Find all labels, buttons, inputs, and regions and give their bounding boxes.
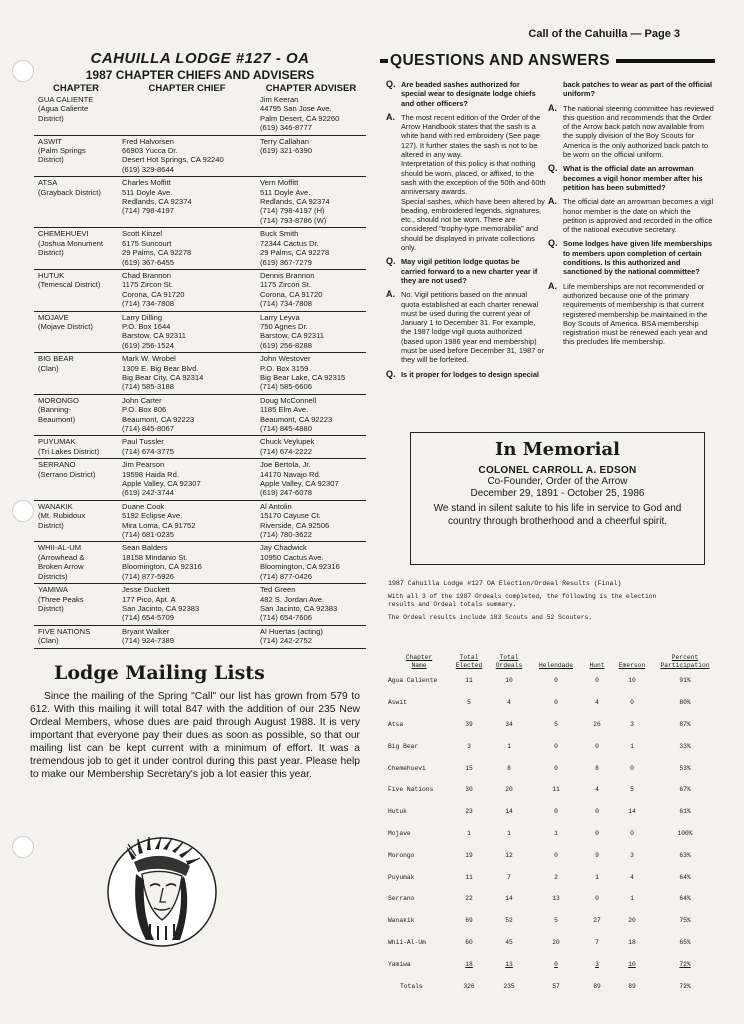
results-cell: 33% bbox=[679, 742, 691, 750]
chapter-adviser-cell: John Westover P.O. Box 3159 Big Bear Lake, CA 92315 (714) 585-6606 bbox=[260, 354, 346, 392]
results-cell: 5 bbox=[467, 699, 471, 707]
qa-text: The most recent edition of the Order of the Arrow Handbook states that the sash is a white band with red embroidery (See page 127). It further states the sash is not to be altered in any way. Interpretation of this policy is that nothing should be worn, placed, or affixed, to the sash with the exception of the 50th and 60th anniversary awards. Special sashes, which have been altered by beading, embroidered legends, signatures, etc., should not be worn. There are considered "trophy-type memorabilia" and should be displayed in private collections only. bbox=[401, 112, 546, 253]
results-cell: 23 bbox=[465, 808, 473, 816]
results-cell: Chemehuevi bbox=[388, 764, 426, 772]
results-title: 1987 Cahuilla Lodge #127 OA Election/Ordeal Results (Final) bbox=[388, 580, 622, 587]
qa-text: Are beaded sashes authorized for special wear to designate lodge chiefs and other officers? bbox=[401, 80, 536, 108]
results-cell: 10 bbox=[505, 677, 513, 685]
qa-label: Q. bbox=[386, 79, 396, 89]
results-header-cell: Chapter Name bbox=[405, 654, 433, 669]
chapter-chapter-cell: FIVE NATIONS (Clan) bbox=[38, 626, 91, 646]
results-cell: 63% bbox=[679, 851, 691, 859]
question-item bbox=[386, 257, 546, 285]
chapter-chapter-cell: ATSA (Grayback District) bbox=[38, 178, 101, 197]
chapter-adviser-cell: Al Antolin 15170 Cayuse Ct. Riverside, CA 92506 (714) 780-3622 bbox=[260, 501, 330, 540]
answer-item bbox=[548, 104, 714, 160]
results-intro: With all 3 of the 1987 Ordeals completed, the following is the election results and Ordeal totals summary. bbox=[388, 593, 657, 608]
chapter-row bbox=[34, 136, 366, 178]
qa-label: A. bbox=[548, 280, 557, 291]
results-cell: 80% bbox=[679, 699, 691, 707]
results-cell: 0 bbox=[554, 742, 558, 750]
mailing-lists-article bbox=[30, 662, 360, 781]
results-totals-row bbox=[388, 975, 718, 997]
results-cell: 67% bbox=[679, 786, 691, 794]
results-row bbox=[388, 932, 718, 954]
chapter-chief-cell: John Carter P.O. Box 806 Beaumont, CA 92223 (714) 845-8067 bbox=[122, 395, 195, 433]
results-row bbox=[388, 801, 718, 823]
results-cell: Atsa bbox=[388, 720, 404, 728]
memorial-title: In Memorial bbox=[494, 439, 621, 460]
memorial-box bbox=[410, 432, 705, 565]
qa-label: Q. bbox=[386, 256, 396, 267]
results-cell: Morongo bbox=[388, 851, 415, 859]
chapter-row bbox=[34, 228, 366, 270]
chapter-chief-cell: Chad Brannon 1175 Zircon St. Corona, CA 91720 (714) 734-7808 bbox=[122, 270, 185, 309]
results-cell: Whii-Al-Um bbox=[388, 938, 426, 946]
chapter-chief-cell: Larry Dilling P.O. Box 1644 Barstow, CA 92311 (619) 256-1524 bbox=[122, 312, 187, 350]
results-cell: 64% bbox=[679, 895, 691, 903]
results-total-cell: 89 bbox=[628, 982, 636, 990]
results-cell: 4 bbox=[507, 699, 511, 707]
results-total-cell: 57 bbox=[552, 982, 560, 990]
rule bbox=[616, 59, 715, 63]
results-cell: 4 bbox=[595, 699, 599, 707]
results-cell: 11 bbox=[465, 677, 473, 685]
chapter-adviser-cell: Jim Keeran 44795 San Jose Ave. Palm Desert, CA 92260 (619) 346-8777 bbox=[260, 95, 340, 133]
chapter-row bbox=[34, 177, 366, 228]
results-cell: Five Nations bbox=[388, 786, 434, 794]
qa-title: QUESTIONS AND ANSWERS bbox=[390, 52, 610, 69]
results-cell: Aswit bbox=[388, 699, 407, 707]
memorial-role: Co-Founder, Order of the Arrow bbox=[487, 476, 628, 487]
results-row bbox=[388, 844, 718, 866]
results-table bbox=[388, 650, 718, 997]
results-cell: 14 bbox=[505, 808, 513, 816]
results-row bbox=[388, 714, 718, 736]
results-total-cell: Totals bbox=[400, 982, 423, 990]
chapter-row bbox=[34, 270, 366, 312]
chiefs-subtitle: 1987 CHAPTER CHIEFS AND ADVISERS bbox=[85, 68, 315, 82]
results-row bbox=[388, 692, 718, 714]
results-cell: 8 bbox=[507, 764, 511, 772]
results-cell: 91% bbox=[679, 677, 691, 685]
results-cell: 52 bbox=[505, 917, 513, 925]
results-cell: 2 bbox=[554, 873, 558, 881]
results-cell: 1 bbox=[507, 742, 511, 750]
chapter-adviser-cell: Chuck Veylupek (714) 674-2222 bbox=[260, 437, 315, 456]
results-cell: 72% bbox=[679, 960, 691, 968]
results-cell: 100% bbox=[677, 829, 693, 837]
qa-label: A. bbox=[548, 102, 557, 113]
chapter-row bbox=[34, 584, 366, 626]
mailing-body: Since the mailing of the Spring "Call" our list has grown from 579 to 612. With this mailing it will total 847 with the addition of our 235 New Ordeal Members, whose dues are paid through August 1988. It is very important that everyone pay their dues as soon as possible, so that our mailing list can be kept current with a minimum of effort. It was a tremendous job to get it under control during this past year. Please help to make our Membership Secretary's job a lot easier this year. bbox=[30, 691, 360, 780]
chapter-chief-cell: Charles Moffitt 511 Doyle Ave. Redlands, CA 92374 (714) 798-4197 bbox=[122, 178, 192, 216]
results-cell: 10 bbox=[628, 677, 636, 685]
header-chief: CHAPTER CHIEF bbox=[148, 83, 226, 94]
results-cell: 65% bbox=[679, 938, 691, 946]
chapter-row bbox=[34, 542, 366, 584]
qa-right-column bbox=[548, 80, 714, 352]
chapter-adviser-cell: Joe Bertola, Jr. 14170 Navajo Rd. Apple Valley, CA 92307 (619) 247-6078 bbox=[260, 460, 339, 498]
qa-label: Q. bbox=[386, 368, 396, 379]
chapter-row bbox=[34, 353, 366, 395]
chapter-chapter-cell: GUA CALIENTE (Agua Caliente District) bbox=[38, 95, 94, 123]
results-header-cell: Total Ordeals bbox=[495, 654, 523, 669]
chapter-adviser-cell: Vern Moffitt 511 Doyle Ave. Redlands, CA 92374 (714) 798-4197 (H) (714) 793-8786 (W) bbox=[260, 178, 330, 225]
chapter-chapter-cell: SERRANO (Serrano District) bbox=[38, 460, 96, 479]
chapter-row bbox=[34, 94, 366, 136]
results-total-cell: 89 bbox=[593, 982, 601, 990]
header-chapter: CHAPTER bbox=[53, 83, 99, 94]
chiefs-header-row bbox=[34, 83, 366, 94]
binder-hole bbox=[12, 60, 34, 82]
results-cell: 19 bbox=[465, 851, 473, 859]
chapter-adviser-cell: Jay Chadwick 10950 Cactus Ave. Bloomington, CA 92316 (714) 877-0426 bbox=[260, 543, 340, 581]
qa-text: May vigil petition lodge quotas be carried forward to a new charter year if they are not used? bbox=[401, 257, 538, 285]
qa-text: Some lodges have given life memberships to members upon completion of certain conditions. Is this authorized and sanctioned by the national committee? bbox=[563, 239, 713, 277]
results-row bbox=[388, 888, 718, 910]
chapter-chapter-cell: WANAKIK (Mt. Rubidoux District) bbox=[38, 501, 86, 530]
results-cell: 5 bbox=[554, 917, 558, 925]
chapter-chief-cell: Scott Kinzel 6175 Suncourt 29 Palms, CA 92278 (619) 367-6455 bbox=[122, 229, 192, 267]
results-total-cell: 326 bbox=[463, 982, 475, 990]
results-cell: 13 bbox=[505, 960, 513, 968]
results-cell: 0 bbox=[554, 764, 558, 772]
results-cell: 60 bbox=[465, 938, 473, 946]
results-cell: 1 bbox=[595, 873, 599, 881]
results-cell: 27 bbox=[593, 917, 601, 925]
chapter-chapter-cell: MORONGO (Banning- Beaumont) bbox=[38, 395, 79, 424]
results-cell: Yamiwa bbox=[388, 960, 411, 968]
chiefs-table bbox=[34, 94, 366, 649]
results-cell: 4 bbox=[630, 873, 634, 881]
results-cell: Hutuk bbox=[388, 808, 407, 816]
results-cell: 3 bbox=[467, 742, 471, 750]
qa-text: No. Vigil petitions based on the annual quota established at each charter renewal must be used during the current year of January 1 to December 31. For example, the 1987 lodge vigil quota authorized (based upon 1986 year end membership) must be used before December 31, 1987 or they will be forfeited. bbox=[401, 290, 544, 365]
qa-text: Life memberships are not recommended or authorized because one of the primary requirements of membership is that current registered membership be maintained in the Boy Scouts of America. BSA membership registration must be renewed each year and this precludes life membership. bbox=[563, 281, 708, 347]
results-note: The Ordeal results include 183 Scouts and 52 Scouters. bbox=[388, 614, 593, 621]
results-cell: 0 bbox=[554, 851, 558, 859]
results-cell: 1 bbox=[630, 742, 634, 750]
binder-hole bbox=[12, 500, 34, 522]
results-cell: 0 bbox=[554, 960, 558, 968]
results-row bbox=[388, 866, 718, 888]
answer-item bbox=[548, 282, 714, 347]
results-header-cell: Percent Participation bbox=[660, 654, 710, 669]
chapter-chapter-cell: BIG BEAR (Clan) bbox=[38, 354, 74, 373]
question-item bbox=[386, 80, 546, 108]
results-cell: 12 bbox=[505, 851, 513, 859]
results-cell: Mojave bbox=[388, 829, 411, 837]
memorial-dates: December 29, 1891 - October 25, 1986 bbox=[470, 488, 645, 499]
results-total-cell: 235 bbox=[503, 982, 515, 990]
results-cell: 1 bbox=[630, 895, 634, 903]
results-cell: 18 bbox=[628, 938, 636, 946]
answer-item bbox=[386, 113, 546, 252]
chapter-adviser-cell: Dennis Brannon 1175 Zircon St. Corona, CA 91720 (714) 734-7808 bbox=[260, 270, 323, 309]
qa-heading bbox=[380, 52, 715, 70]
results-cell: 11 bbox=[552, 786, 560, 794]
chapter-adviser-cell: Ted Green 482 S. Jordan Ave. San Jacinto, CA 92383 (714) 654-7606 bbox=[260, 585, 338, 623]
results-cell: 0 bbox=[554, 699, 558, 707]
results-cell: 18 bbox=[465, 960, 473, 968]
results-cell: 4 bbox=[595, 786, 599, 794]
results-cell: 39 bbox=[465, 720, 473, 728]
results-row bbox=[388, 779, 718, 801]
chapter-row bbox=[34, 395, 366, 437]
results-cell: 0 bbox=[630, 764, 634, 772]
results-cell: 14 bbox=[505, 895, 513, 903]
results-cell: 5 bbox=[554, 720, 558, 728]
qa-text: The official date an arrowman becomes a vigil honor member is the date on which the petition is approved and recorded in the office of the national executive secretary. bbox=[563, 197, 714, 235]
results-cell: Serrano bbox=[388, 895, 415, 903]
results-cell: 7 bbox=[595, 938, 599, 946]
results-cell: 1 bbox=[554, 829, 558, 837]
memorial-body: We stand in silent salute to his life in service to God and country through brotherhood and a cheerful spirit. bbox=[433, 503, 682, 527]
qa-label: A. bbox=[386, 289, 395, 300]
results-header-cell: Hunt bbox=[589, 662, 605, 669]
results-header-row bbox=[388, 650, 718, 670]
chapter-chapter-cell: HUTUK (Temescal District) bbox=[38, 270, 101, 290]
election-results-section bbox=[388, 580, 718, 990]
results-rows bbox=[388, 670, 718, 997]
results-cell: 34 bbox=[505, 720, 513, 728]
answer-item bbox=[548, 197, 714, 234]
results-row bbox=[388, 735, 718, 757]
results-cell: 75% bbox=[679, 917, 691, 925]
chapter-chiefs-section bbox=[34, 50, 366, 649]
results-cell: 0 bbox=[595, 677, 599, 685]
mailing-title: Lodge Mailing Lists bbox=[54, 662, 265, 684]
chapter-chief-cell bbox=[118, 95, 256, 133]
running-head: Call of the Cahuilla — Page 3 bbox=[528, 28, 680, 40]
results-cell: 22 bbox=[465, 895, 473, 903]
results-cell: 30 bbox=[465, 786, 473, 794]
results-cell: 53% bbox=[679, 764, 691, 772]
results-cell: 20 bbox=[628, 917, 636, 925]
chapter-chief-cell: Jim Pearson 19598 Haida Rd. Apple Valley, CA 92307 (619) 242-3744 bbox=[122, 460, 201, 498]
results-cell: 3 bbox=[630, 851, 634, 859]
chapter-chief-cell: Mark W. Wrobel 1309 E. Big Bear Blvd. Big Bear City, CA 92314 (714) 585-3188 bbox=[122, 354, 204, 392]
results-row bbox=[388, 823, 718, 845]
chapter-chapter-cell: YAMIWA (Three Peaks District) bbox=[38, 585, 84, 613]
results-cell: 14 bbox=[628, 808, 636, 816]
qa-label: A. bbox=[386, 111, 395, 122]
results-cell: 13 bbox=[552, 895, 560, 903]
chapter-row bbox=[34, 459, 366, 501]
qa-text: The national steering committee has reviewed this question and recommends that the Order of the Arrow back patch now available from the supply division of the Boy Scouts for America is the only authorized back patch to be worn on the official uniform. bbox=[563, 103, 714, 160]
rule bbox=[380, 59, 388, 63]
results-cell: 26 bbox=[593, 720, 601, 728]
qa-left-column bbox=[386, 80, 546, 384]
results-cell: Puyumak bbox=[388, 873, 415, 881]
results-cell: Big Bear bbox=[388, 742, 419, 750]
results-row bbox=[388, 670, 718, 692]
chapter-chief-cell: Bryant Walker (714) 924-7389 bbox=[122, 626, 174, 646]
results-cell: 3 bbox=[595, 960, 599, 968]
question-item bbox=[386, 370, 546, 379]
qa-label bbox=[548, 80, 563, 99]
results-cell: 7 bbox=[507, 873, 511, 881]
chapter-chief-cell: Jesse Duckett 177 Pico, Apt. A San Jacinto, CA 92383 (714) 654-5709 bbox=[122, 585, 200, 623]
results-cell: 0 bbox=[595, 808, 599, 816]
chapter-chapter-cell: WHII-AL-UM (Arrowhead & Broken Arrow Districts) bbox=[38, 543, 85, 581]
results-cell: 0 bbox=[630, 699, 634, 707]
qa-text: Is it proper for lodges to design special bbox=[401, 369, 539, 379]
results-cell: 1 bbox=[507, 829, 511, 837]
answer-item bbox=[386, 290, 546, 364]
results-cell: 69 bbox=[465, 917, 473, 925]
results-header-cell: Emerson bbox=[618, 662, 646, 669]
chapter-adviser-cell: Terry Callahan (619) 321-6390 bbox=[260, 136, 312, 156]
question-item bbox=[548, 164, 714, 192]
chapter-chief-cell: Sean Balders 18158 Mindanio St. Bloomington, CA 92316 (714) 877-5926 bbox=[122, 543, 202, 581]
chapter-row bbox=[34, 501, 366, 543]
chapter-adviser-cell: Al Huertas (acting) (714) 242-2752 bbox=[260, 626, 323, 646]
results-cell: 15 bbox=[465, 764, 473, 772]
results-header-cell: Helendade bbox=[538, 662, 573, 669]
header-adviser: CHAPTER ADVISER bbox=[265, 83, 357, 94]
results-cell: 0 bbox=[595, 895, 599, 903]
results-cell: 10 bbox=[628, 960, 636, 968]
question-item bbox=[548, 80, 714, 99]
chapter-adviser-cell: Buck Smith 72344 Cactus Dr. 29 Palms, CA 92278 (619) 367-7279 bbox=[260, 229, 330, 267]
results-cell: 20 bbox=[505, 786, 513, 794]
results-cell: 61% bbox=[679, 808, 691, 816]
results-cell: 0 bbox=[630, 829, 634, 837]
results-cell: 9 bbox=[595, 851, 599, 859]
chapter-chief-cell: Paul Tussler (714) 674-3775 bbox=[122, 437, 174, 456]
indian-head-emblem-icon bbox=[106, 836, 218, 948]
qa-text: back patches to wear as part of the official uniform? bbox=[563, 80, 713, 99]
results-total-cell: 72% bbox=[679, 982, 691, 990]
results-header-cell: Total Elected bbox=[455, 654, 483, 669]
chapter-row bbox=[34, 312, 366, 354]
question-item bbox=[548, 239, 714, 276]
results-cell: 0 bbox=[554, 677, 558, 685]
results-cell: 0 bbox=[554, 808, 558, 816]
results-cell: 5 bbox=[630, 786, 634, 794]
chapter-row bbox=[34, 436, 366, 459]
results-row bbox=[388, 910, 718, 932]
results-cell: 64% bbox=[679, 873, 691, 881]
qa-label: A. bbox=[548, 196, 557, 207]
results-row bbox=[388, 953, 718, 975]
qa-label: Q. bbox=[548, 163, 558, 174]
results-cell: 1 bbox=[467, 829, 471, 837]
chapter-adviser-cell: Larry Leyva 750 Agnes Dr. Barstow, CA 92311 (619) 256-8288 bbox=[260, 312, 325, 350]
chapter-chief-cell: Fred Halvorsen 66903 Yucca Dr. Desert Hot Springs, CA 92240 (619) 329-8644 bbox=[122, 136, 224, 174]
results-cell: 20 bbox=[552, 938, 560, 946]
results-cell: 45 bbox=[505, 938, 513, 946]
chapter-chief-cell: Duane Cook 5192 Eclipse Ave. Mira Loma, CA 91752 (714) 681-0235 bbox=[122, 501, 196, 540]
chapter-chapter-cell: PUYUMAK (Tri Lakes District) bbox=[38, 437, 100, 456]
results-cell: 87% bbox=[679, 720, 691, 728]
results-cell: 8 bbox=[595, 764, 599, 772]
chapter-chapter-cell: ASWIT (Palm Springs District) bbox=[38, 136, 86, 165]
chapter-row bbox=[34, 626, 366, 649]
results-cell: Agua Caliente bbox=[388, 677, 438, 685]
chapter-adviser-cell: Doug McConnell 1185 Elm Ave. Beaumont, CA 92223 (714) 845-4880 bbox=[260, 395, 333, 433]
results-cell: Wanakik bbox=[388, 917, 415, 925]
results-cell: 11 bbox=[465, 873, 473, 881]
results-cell: 0 bbox=[595, 742, 599, 750]
qa-text: What is the official date an arrowman becomes a vigil honor member after his petition has been submitted? bbox=[563, 164, 703, 192]
results-cell: 3 bbox=[630, 720, 634, 728]
qa-label: Q. bbox=[548, 238, 558, 249]
binder-hole bbox=[12, 836, 34, 858]
results-row bbox=[388, 757, 718, 779]
results-cell: 0 bbox=[595, 829, 599, 837]
chapter-chapter-cell: MOJAVE (Mojave District) bbox=[38, 312, 93, 331]
memorial-name: COLONEL CARROLL A. EDSON bbox=[478, 465, 637, 476]
chiefs-title: CAHUILLA LODGE #127 - OA bbox=[90, 50, 310, 67]
chapter-chapter-cell: CHEMEHUEVI (Joshua Monument District) bbox=[38, 229, 104, 258]
